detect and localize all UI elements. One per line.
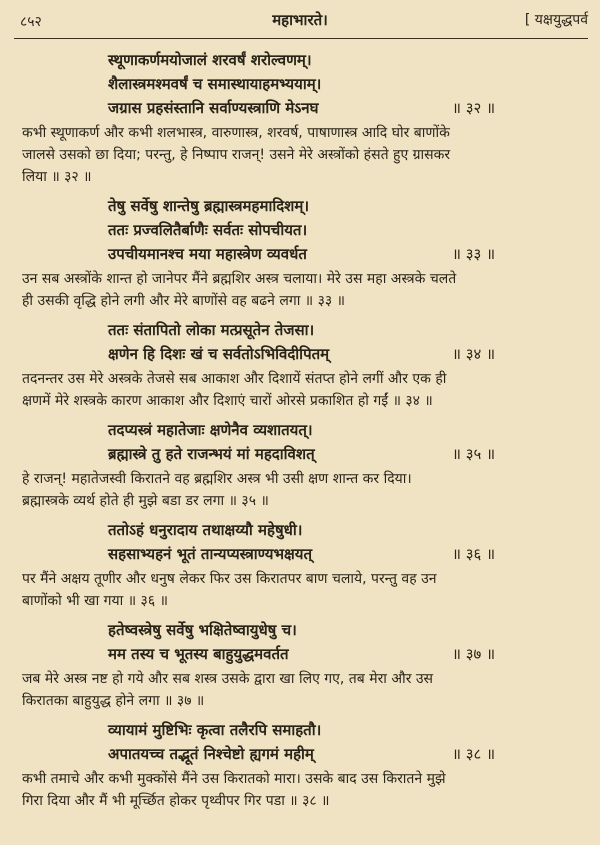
section-title: [ यक्षयुद्धपर्व <box>524 12 588 28</box>
translation-line: बाणोंको भी खा गया ॥ ३६ ॥ <box>22 593 168 609</box>
translation-line: कभी स्थूणाकर्ण और कभी शलभास्त्र, वारुणास्त्र, शरवर्ष, पाषाणास्त्र आदि घोर बाणोंके <box>22 125 450 141</box>
header-rule <box>14 38 588 39</box>
verse-line <box>0 418 600 442</box>
verse-text: ततः प्रज्वलितैर्बाणैः सर्वतः सोपचीयत। <box>108 221 308 239</box>
verse-line <box>0 642 600 666</box>
verse-text: जग्रास प्रहसंस्तानि सर्वाण्यस्त्राणि मेऽनघ <box>108 99 319 117</box>
book-title: महाभारते। <box>272 11 328 29</box>
translation-paragraph <box>0 668 600 712</box>
verse-text: ततोऽहं धनुरादाय तथाक्षय्यौ महेषुधी। <box>108 521 303 539</box>
verse-line <box>0 96 600 120</box>
verse-number: ॥ ३३ ॥ <box>452 245 496 263</box>
translation-line: ही उसकी वृद्धि होने लगी और मेरे बाणोंसे वह बढने लगा ॥ ३३ ॥ <box>22 293 346 309</box>
verse-line <box>0 718 600 742</box>
verse-line <box>0 242 600 266</box>
verse-text: सहसाभ्यहनं भूतं तान्यप्यस्त्राण्यभक्षयत् <box>108 545 313 563</box>
verse-text: तेषु सर्वेषु शान्तेषु ब्रह्मास्त्रमहमादिशम्। <box>108 197 310 215</box>
translation-paragraph <box>0 268 600 312</box>
verse-line <box>0 318 600 342</box>
verse-text: क्षणेन हि दिशः खं च सर्वतोऽभिविदीपितम् <box>108 345 330 363</box>
verse-number: ॥ ३४ ॥ <box>452 345 496 363</box>
translation-line: क्षणमें मेरे शस्त्रके कारण आकाश और दिशाएं चारों ओरसे प्रकाशित हो गईं ॥ ३४ ॥ <box>22 393 433 409</box>
translation-paragraph <box>0 468 600 512</box>
verse-number: ॥ ३६ ॥ <box>452 545 496 563</box>
verse-text: मम तस्य च भूतस्य बाहुयुद्धमवर्तत <box>108 645 289 663</box>
verse-line <box>0 72 600 96</box>
verse-text: तदप्यस्त्रं महातेजाः क्षणेनैव व्यशातयत्। <box>108 421 313 439</box>
translation-paragraph <box>0 368 600 412</box>
translation-line: जब मेरे अस्त्र नष्ट हो गये और सब शस्त्र उसके द्वारा खा लिए गए, तब मेरा और उस <box>22 671 434 687</box>
translation-paragraph <box>0 568 600 612</box>
verse-line <box>0 218 600 242</box>
translation-line: गिरा दिया और मैं भी मूर्च्छित होकर पृथ्वीपर गिर पडा ॥ ३८ ॥ <box>22 793 330 809</box>
verse-text: स्थूणाकर्णमयोजालं शरवर्षं शरोल्वणम्। <box>108 51 312 69</box>
verse-text: ततः संतापितो लोका मत्प्रसूतेन तेजसा। <box>108 321 315 339</box>
verse-number: ॥ ३८ ॥ <box>452 745 496 763</box>
page-body <box>0 48 600 818</box>
verse-text: व्यायामं मुष्टिभिः कृत्वा तलैरपि समाहतौ। <box>108 721 322 739</box>
translation-line: ब्रह्मास्त्रके व्यर्थ होते ही मुझे बडा डर लगा ॥ ३५ ॥ <box>22 493 269 509</box>
translation-line: हे राजन्! महातेजस्वी किरातने वह ब्रह्मशिर अस्त्र भी उसी क्षण शान्त कर दिया। <box>22 471 412 487</box>
verse-line <box>0 542 600 566</box>
verse-line <box>0 742 600 766</box>
page-header <box>0 0 600 38</box>
translation-line: लिया ॥ ३२ ॥ <box>22 169 92 185</box>
verse-line <box>0 194 600 218</box>
translation-line: जालसे उसको छा दिया; परन्तु, हे निष्पाप राजन्! उसने मेरे अस्त्रोंको हंसते हुए ग्रासकर <box>22 147 451 163</box>
verse-line <box>0 48 600 72</box>
translation-line: कभी तमाचे और कभी मुक्कोंसे मैंने उस किरातको मारा। उसके बाद उस किरातने मुझे <box>22 771 446 787</box>
verse-text: उपचीयमानश्च मया महास्त्रेण व्यवर्धत <box>108 245 307 263</box>
verse-line <box>0 618 600 642</box>
verse-text: हतेष्वस्त्रेषु सर्वेषु भक्षितेष्वायुधेषु च। <box>108 621 297 639</box>
translation-line: किरातका बाहुयुद्ध होने लगा ॥ ३७ ॥ <box>22 693 205 709</box>
translation-line: पर मैंने अक्षय तूणीर और धनुष लेकर फिर उस किरातपर बाण चलाये, परन्तु वह उन <box>22 571 437 587</box>
verse-number: ॥ ३५ ॥ <box>452 445 496 463</box>
verse-line <box>0 442 600 466</box>
verse-line <box>0 342 600 366</box>
verse-number: ॥ ३७ ॥ <box>452 645 496 663</box>
translation-line: उन सब अस्त्रोंके शान्त हो जानेपर मैंने ब्रह्मशिर अस्त्र चलाया। मेरे उस महा अस्त्रके चलते <box>22 271 457 287</box>
verse-line <box>0 518 600 542</box>
verse-text: ब्रह्मास्त्रे तु हते राजन्भयं मां महदाविशत् <box>108 445 315 463</box>
translation-paragraph <box>0 768 600 812</box>
verse-number: ॥ ३२ ॥ <box>452 99 496 117</box>
verse-text: अपातयच्च तद्भूतं निश्चेष्टो ह्यगमं महीम् <box>108 745 314 763</box>
page-number: ८५२ <box>20 14 42 30</box>
translation-paragraph <box>0 122 600 188</box>
verse-text: शैलास्त्रमश्मवर्षं च समास्थायाहमभ्ययाम्। <box>108 75 322 93</box>
translation-line: तदनन्तर उस मेरे अस्त्रके तेजसे सब आकाश और दिशायें संतप्त होने लगीं और एक ही <box>22 371 447 387</box>
